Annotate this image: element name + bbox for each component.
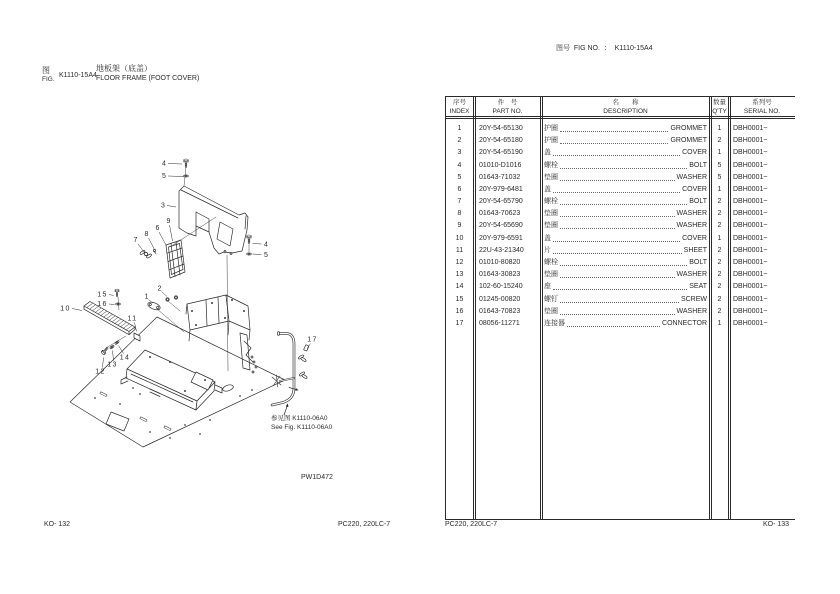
callout-leader (162, 292, 168, 297)
table-row (445, 281, 795, 293)
table-header (445, 96, 795, 119)
cell-part-no: 01245-00820 (479, 295, 521, 303)
table-row (445, 294, 795, 306)
cell-part-no: 20Y-979-6481 (479, 185, 523, 193)
cover-plate (179, 186, 248, 254)
callout-leader (138, 244, 145, 253)
fig-number: K1110-15A4 (59, 72, 97, 79)
callout-number: 9 (166, 218, 171, 225)
cell-qty: 1 (717, 185, 722, 193)
cell-qty: 2 (717, 137, 722, 145)
callout-leader (103, 358, 104, 368)
see-fig-note-en: See Fig. K1110-06A0 (271, 424, 333, 431)
col-header-part-no: 件 号 PART NO. (492, 99, 523, 115)
cell-description: 螺钉 SCREW (544, 295, 707, 303)
callout-number: 5 (264, 252, 268, 259)
callout-leader (109, 304, 115, 305)
cell-qty: 5 (717, 161, 722, 169)
table-row (445, 135, 795, 147)
cell-part-no: 102-60-15240 (479, 283, 523, 291)
col-header-qty: 数量 Q'TY (712, 99, 727, 115)
cell-qty: 1 (717, 149, 722, 157)
cell-description: 垫圈 WASHER (544, 222, 707, 230)
callout-number: 6 (155, 225, 160, 232)
table-row (445, 269, 795, 281)
cell-index: 11 (455, 246, 464, 254)
cell-part-no: 01643-71032 (479, 173, 521, 181)
cell-serial-no: DBH0001~ (733, 283, 768, 291)
callout-leader (113, 351, 114, 361)
cell-qty: 2 (717, 222, 722, 230)
support-frame (187, 295, 229, 330)
fig-no-header: 图号 FIG NO. ： K1110-15A4 (556, 45, 653, 52)
cell-qty: 1 (717, 319, 722, 327)
see-fig-note-cn: 参见图 K1110-06A0 (271, 415, 328, 422)
callout-number: 11 (127, 315, 138, 323)
callout-number: 14 (119, 354, 131, 362)
cell-index: 2 (457, 137, 462, 145)
cell-index: 17 (455, 319, 464, 327)
cell-description: 螺栓 BOLT (544, 198, 707, 206)
callout-number: 3 (161, 202, 165, 210)
cell-serial-no: DBH0001~ (733, 125, 768, 132)
cell-description: 座 SEAT (544, 283, 707, 291)
cell-serial-no: DBH0001~ (733, 319, 768, 327)
cell-serial-no: DBH0001~ (733, 295, 768, 303)
callout-leader (253, 244, 262, 245)
col-header-serial-no: 系列号 SERIAL NO. (743, 99, 781, 115)
cell-serial-no: DBH0001~ (733, 234, 768, 242)
callout-leader (168, 164, 182, 165)
cell-qty: 2 (717, 271, 722, 279)
callout-number: 2 (157, 285, 162, 293)
cell-description: 连接器 CONNECTOR (544, 319, 707, 327)
cell-qty: 2 (717, 283, 722, 291)
page-title-en: FLOOR FRAME (FOOT COVER) (96, 75, 200, 82)
table-row (445, 233, 795, 245)
cell-index: 4 (457, 161, 462, 169)
table-row (445, 123, 795, 135)
cell-part-no: 20Y-54-65190 (479, 149, 523, 157)
parts-table (445, 96, 795, 520)
cell-part-no: 22U-43-21340 (479, 246, 524, 254)
cell-description: 垫圈 WASHER (544, 307, 707, 315)
cell-part-no: 01643-70623 (479, 210, 521, 218)
cell-part-no: 20Y-54-65790 (479, 198, 523, 206)
callout-number: 13 (107, 361, 118, 369)
cell-qty: 2 (717, 246, 722, 254)
cell-serial-no: DBH0001~ (733, 137, 768, 145)
pipe-assembly (272, 332, 309, 405)
callout-number: 7 (133, 237, 138, 244)
cell-qty: 2 (717, 210, 722, 218)
cell-part-no: 01643-70823 (479, 307, 521, 315)
cell-part-no: 01010-D1016 (479, 161, 522, 169)
callout-number: 5 (162, 173, 166, 180)
cell-serial-no: DBH0001~ (733, 149, 768, 157)
cell-part-no: 20Y-54-65180 (479, 137, 523, 145)
callout-leader (159, 232, 167, 246)
table-row (445, 318, 795, 330)
cell-serial-no: DBH0001~ (733, 161, 768, 169)
col-header-index: 序号 INDEX (449, 99, 470, 115)
table-row (445, 172, 795, 184)
callout-number: 12 (95, 368, 106, 376)
cell-serial-no: DBH0001~ (733, 258, 768, 266)
callout-number: 10 (60, 305, 71, 313)
drawing-number: PW1D472 (301, 474, 333, 481)
cell-description: 螺栓 BOLT (544, 258, 707, 266)
cell-serial-no: DBH0001~ (733, 210, 768, 218)
cell-description: 盖 COVER (544, 149, 707, 157)
cell-qty: 2 (717, 295, 722, 303)
cell-index: 7 (457, 198, 462, 206)
cell-index: 9 (457, 222, 462, 230)
cell-serial-no: DBH0001~ (733, 246, 768, 254)
table-row (445, 184, 795, 196)
cell-part-no: 20Y-979-6591 (479, 234, 523, 242)
cell-index: 10 (455, 234, 464, 242)
cell-index: 12 (455, 258, 464, 266)
callout-number: 16 (97, 301, 108, 308)
callout-number: 4 (162, 160, 166, 168)
page-title-cn: 地板架（底盖） (96, 64, 152, 73)
table-row (445, 245, 795, 257)
cell-description: 垫圈 WASHER (544, 210, 707, 218)
cell-description: 垫圈 WASHER (544, 173, 707, 181)
cell-index: 5 (457, 173, 462, 181)
callout-number: 4 (264, 241, 268, 249)
cell-serial-no: DBH0001~ (733, 222, 768, 230)
cell-serial-no: DBH0001~ (733, 173, 768, 181)
callout-leader (168, 176, 184, 177)
callout-leader (149, 238, 155, 250)
footer-left-page-no: KO- 132 (44, 521, 71, 528)
cell-description: 片 SHEET (544, 246, 707, 254)
footer-right-model: PC220, 220LC-7 (445, 521, 498, 528)
cell-qty: 2 (717, 198, 722, 206)
cell-description: 垫圈 WASHER (544, 271, 707, 279)
table-row (445, 257, 795, 269)
cell-serial-no: DBH0001~ (733, 271, 768, 279)
cell-index: 3 (457, 149, 462, 157)
table-row (445, 160, 795, 172)
table-row (445, 220, 795, 232)
callout-number: 1 (144, 293, 149, 301)
callout-number: 15 (97, 291, 108, 299)
footer-left-model: PC220, 220LC-7 (338, 521, 391, 528)
cell-serial-no: DBH0001~ (733, 185, 768, 193)
cell-part-no: 08056-11271 (479, 319, 520, 327)
cell-description: 护圈 GROMMET (544, 137, 707, 145)
callout-leader (167, 206, 176, 208)
cell-serial-no: DBH0001~ (733, 198, 768, 206)
callout-leader (253, 254, 262, 255)
cell-part-no: 01010-80820 (479, 258, 521, 266)
fig-label-en: FIG. (42, 76, 55, 83)
callout-leader (72, 309, 82, 311)
cell-index: 6 (457, 185, 462, 193)
cell-description: 护圈 GROMMET (544, 125, 707, 132)
cell-index: 1 (457, 125, 462, 132)
callout-number: 17 (307, 336, 318, 344)
cell-qty: 2 (717, 307, 722, 315)
cell-serial-no: DBH0001~ (733, 307, 768, 315)
cell-qty: 1 (717, 234, 722, 242)
cell-index: 16 (455, 307, 464, 315)
footer-right-page-no: KO- 133 (763, 521, 790, 528)
callout-number: 8 (144, 231, 149, 238)
table-row (445, 147, 795, 159)
cell-part-no: 01643-30823 (479, 271, 521, 279)
cell-description: 螺栓 BOLT (544, 161, 707, 169)
callout-leader (109, 295, 114, 296)
table-row (445, 208, 795, 220)
cell-index: 8 (457, 210, 462, 218)
cell-description: 盖 COVER (544, 234, 707, 242)
callout-leader (170, 225, 173, 241)
cell-index: 13 (455, 271, 464, 279)
table-row (445, 196, 795, 208)
table-row (445, 306, 795, 318)
cell-qty: 5 (717, 173, 722, 181)
cell-qty: 2 (717, 258, 722, 266)
fig-label-cn: 图 (42, 66, 50, 75)
cell-description: 盖 COVER (544, 185, 707, 193)
cell-qty: 1 (717, 125, 722, 132)
exploded-diagram (30, 120, 430, 500)
cell-index: 14 (455, 283, 464, 291)
col-header-description: 名 称 DESCRIPTION (603, 99, 648, 115)
cell-part-no: 20Y-54-65130 (479, 125, 523, 132)
cell-index: 15 (455, 295, 464, 303)
cell-part-no: 20Y-54-65690 (479, 222, 523, 230)
